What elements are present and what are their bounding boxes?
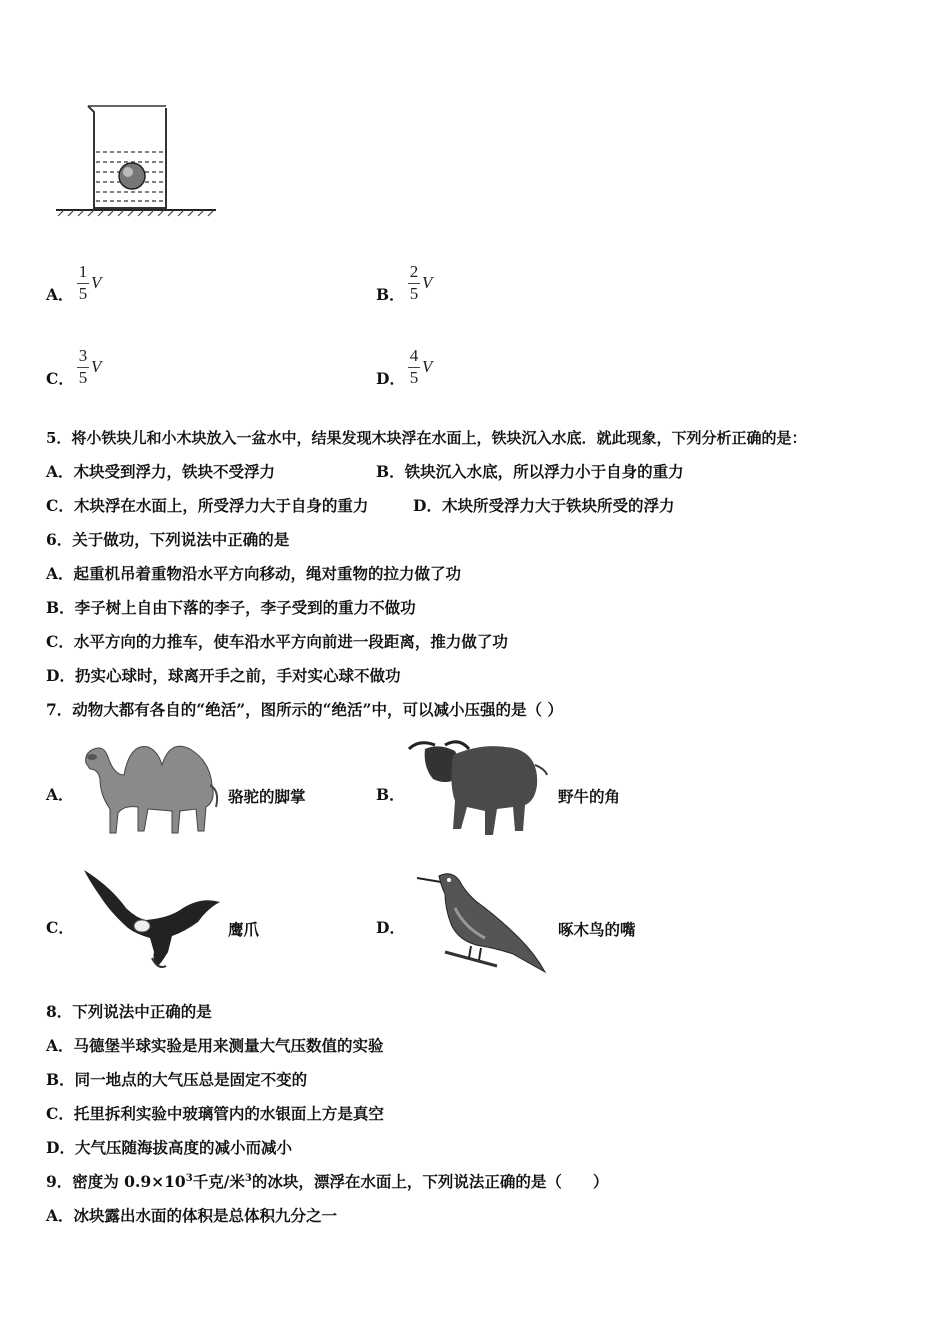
camel-image — [78, 735, 223, 841]
q7-option-b-caption: 野牛的角 — [558, 787, 621, 806]
denominator: 5 — [78, 284, 88, 303]
q5-option-a: A．木块受到浮力，铁块不受浮力 — [46, 462, 276, 481]
q4-option-c-letter: C． — [46, 369, 74, 388]
q8-option-a: A．马德堡半球实验是用来测量大气压数值的实验 — [46, 1036, 384, 1055]
q7-option-c-caption: 鹰爪 — [228, 920, 260, 939]
variable: V — [91, 273, 102, 292]
numerator: 2 — [409, 262, 419, 281]
q9-stem-prefix: 9．密度为 0.9×10 — [46, 1172, 186, 1191]
q8-option-b: B．同一地点的大气压总是固定不变的 — [46, 1070, 308, 1089]
q4-option-d-fraction — [407, 346, 447, 392]
q9-stem-mid: 千克/米 — [192, 1172, 245, 1191]
denominator: 5 — [409, 284, 419, 303]
q5-option-d: D．木块所受浮力大于铁块所受的浮力 — [413, 496, 675, 515]
q6-option-d: D．扔实心球时，球离开手之前，手对实心球不做功 — [46, 666, 401, 685]
q7-option-a-letter: A． — [46, 785, 74, 804]
q4-option-a-fraction — [76, 262, 116, 308]
q6-stem: 6．关于做功，下列说法中正确的是 — [46, 530, 290, 549]
woodpecker-image — [415, 868, 553, 976]
q7-option-c-letter: C． — [46, 918, 74, 937]
variable: V — [422, 357, 433, 376]
numerator: 4 — [409, 346, 419, 365]
q7-option-a-caption: 骆驼的脚掌 — [228, 787, 306, 806]
buffalo-image — [405, 735, 553, 843]
q5-option-c: C．木块浮在水面上，所受浮力大于自身的重力 — [46, 496, 369, 515]
numerator: 3 — [78, 346, 88, 365]
eagle-image — [80, 866, 225, 974]
q8-option-c: C．托里拆利实验中玻璃管内的水银面上方是真空 — [46, 1104, 384, 1123]
q4-option-b-fraction — [407, 262, 447, 308]
q6-option-b: B．李子树上自由下落的李子，李子受到的重力不做功 — [46, 598, 416, 617]
q6-option-a: A．起重机吊着重物沿水平方向移动，绳对重物的拉力做了功 — [46, 564, 462, 583]
q7-stem: 7．动物大都有各自的“绝活”，图所示的“绝活”中，可以减小压强的是（ ） — [46, 700, 563, 719]
q7-option-d-caption: 啄木鸟的嘴 — [558, 920, 636, 939]
q4-option-a-letter: A． — [46, 285, 74, 304]
q4-option-d-letter: D． — [376, 369, 405, 388]
q9-unit-exponent: 3 — [244, 1172, 252, 1184]
variable: V — [91, 357, 102, 376]
q5-option-b: B．铁块沉入水底，所以浮力小于自身的重力 — [376, 462, 684, 481]
q9-option-a: A．冰块露出水面的体积是总体积九分之一 — [46, 1206, 338, 1225]
q7-option-d-letter: D． — [376, 918, 405, 937]
q4-option-b-letter: B． — [376, 285, 405, 304]
q9-stem-suffix: 的冰块，漂浮在水面上，下列说法正确的是（ ） — [251, 1172, 609, 1191]
q9-stem — [46, 1172, 608, 1192]
ball — [119, 163, 145, 189]
numerator: 1 — [78, 262, 88, 281]
q8-option-d: D．大气压随海拔高度的减小而减小 — [46, 1138, 292, 1157]
q8-stem: 8．下列说法中正确的是 — [46, 1002, 212, 1021]
q5-stem: 5．将小铁块儿和小木块放入一盆水中，结果发现木块浮在水面上，铁块沉入水底．就此现象，下列分析正确的是： — [46, 429, 807, 447]
q4-option-c-fraction — [76, 346, 116, 392]
q9-exponent: 3 — [185, 1172, 193, 1184]
q6-option-c: C．水平方向的力推车，使车沿水平方向前进一段距离，推力做了功 — [46, 632, 508, 651]
beaker-figure — [54, 100, 220, 222]
variable: V — [422, 273, 433, 292]
denominator: 5 — [78, 368, 88, 387]
q7-option-b-letter: B． — [376, 785, 405, 804]
denominator: 5 — [409, 368, 419, 387]
